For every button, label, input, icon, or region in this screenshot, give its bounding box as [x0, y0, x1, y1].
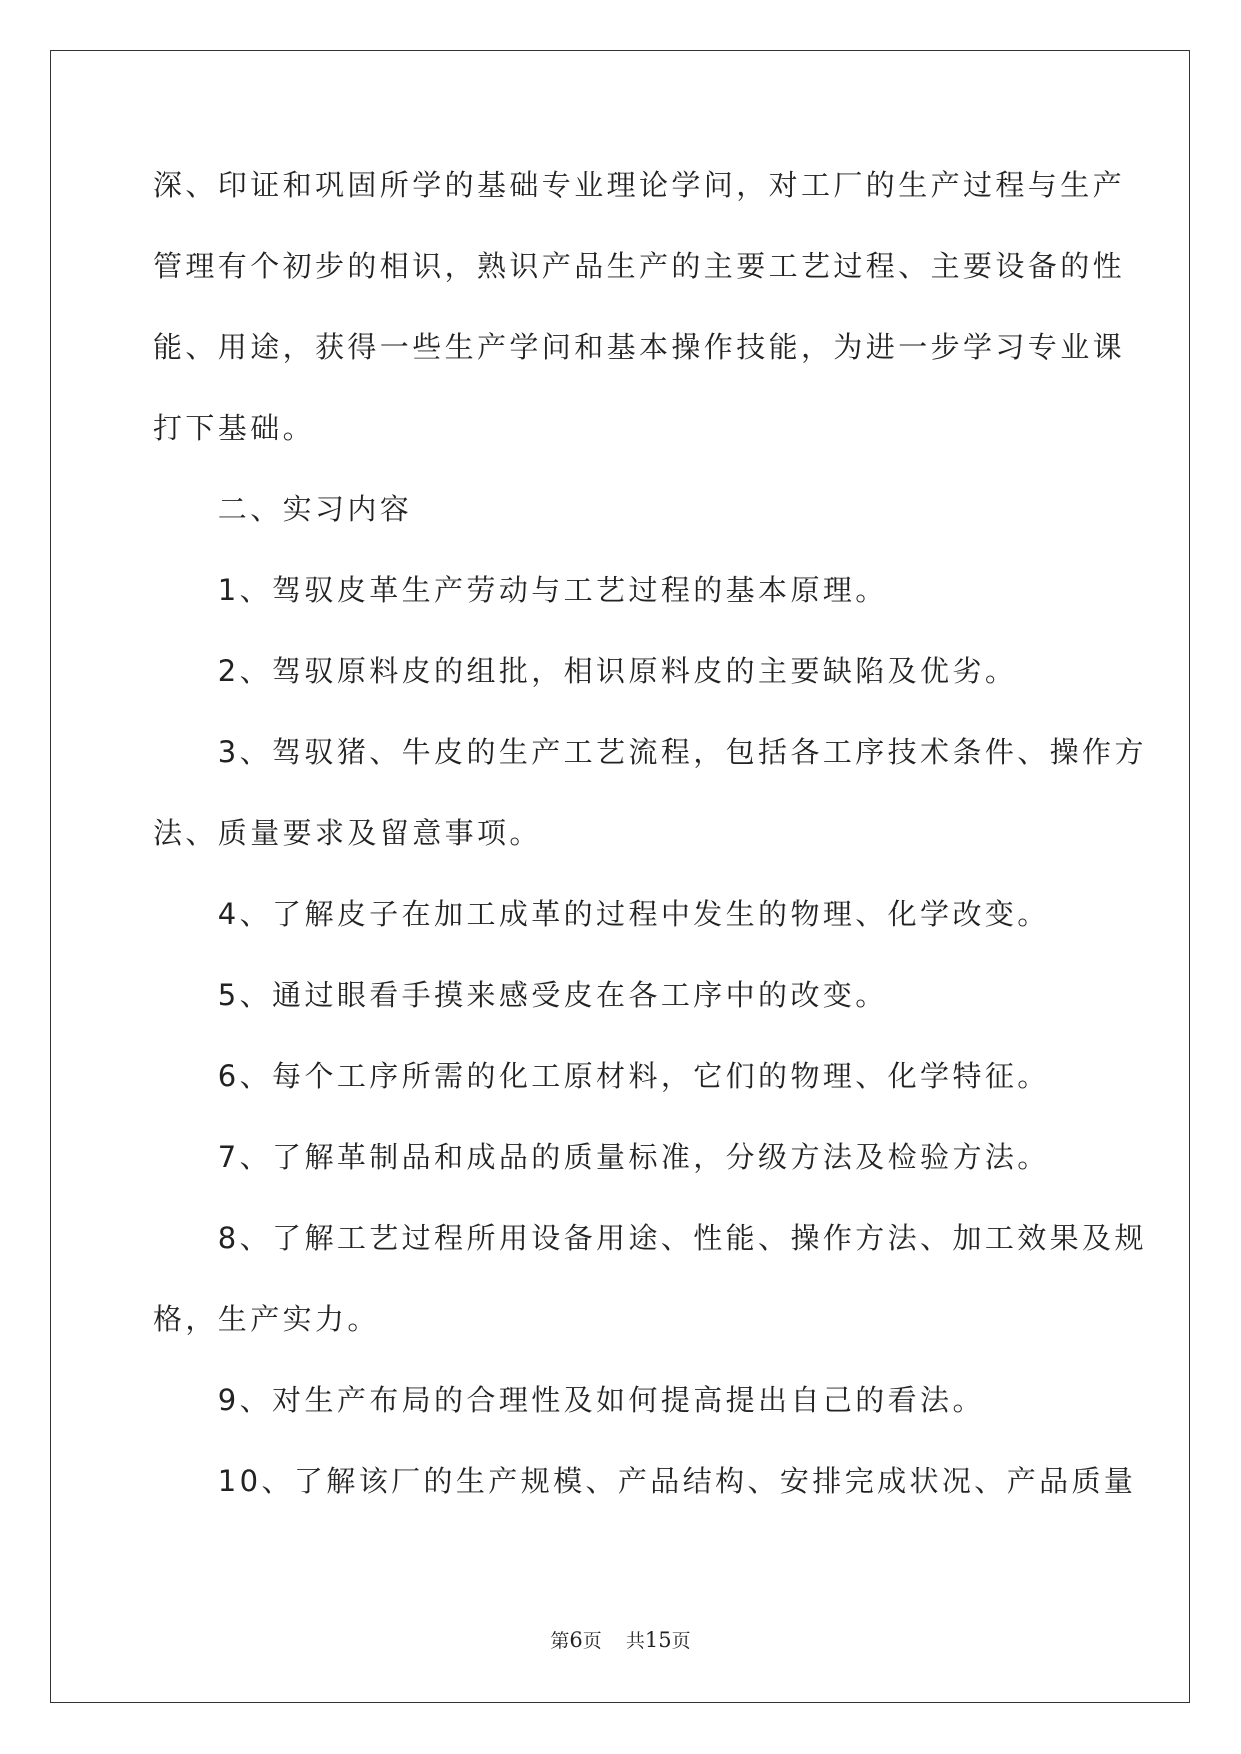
section-heading: 二、实习内容 — [153, 492, 413, 526]
list-item: 5、通过眼看手摸来感受皮在各工序中的改变。 — [153, 978, 888, 1012]
list-item: 4、了解皮子在加工成革的过程中发生的物理、化学改变。 — [153, 897, 1050, 931]
list-item: 8、了解工艺过程所用设备用途、性能、操作方法、加工效果及规 — [153, 1221, 1147, 1255]
page-footer — [0, 1628, 1241, 1653]
text-line: 深、印证和巩固所学的基础专业理论学问，对工厂的生产过程与生产 — [153, 168, 1126, 202]
list-item: 9、对生产布局的合理性及如何提高提出自己的看法。 — [153, 1383, 985, 1417]
document-body — [153, 165, 1147, 1542]
total-suffix: 页 — [671, 1630, 691, 1652]
list-item: 6、每个工序所需的化工原材料，它们的物理、化学特征。 — [153, 1059, 1050, 1093]
list-item: 2、驾驭原料皮的组批，相识原料皮的主要缺陷及优劣。 — [153, 654, 1018, 688]
text-line: 管理有个初步的相识，熟识产品生产的主要工艺过程、主要设备的性 — [153, 249, 1126, 283]
list-item: 7、了解革制品和成品的质量标准，分级方法及检验方法。 — [153, 1140, 1050, 1174]
page-prefix: 第 — [550, 1630, 570, 1652]
list-item-continuation: 法、质量要求及留意事项。 — [153, 816, 542, 850]
list-item: 3、驾驭猪、牛皮的生产工艺流程，包括各工序技术条件、操作方 — [153, 735, 1147, 769]
text-line: 能、用途，获得一些生产学问和基本操作技能，为进一步学习专业课 — [153, 330, 1126, 364]
page-suffix: 页 — [582, 1630, 602, 1652]
list-item: 10、了解该厂的生产规模、产品结构、安排完成状况、产品质量 — [153, 1464, 1137, 1498]
total-prefix: 共 — [625, 1630, 645, 1652]
current-page-number: 6 — [569, 1628, 583, 1652]
list-item: 1、驾驭皮革生产劳动与工艺过程的基本原理。 — [153, 573, 888, 607]
list-item-continuation: 格，生产实力。 — [153, 1302, 380, 1336]
total-pages-number: 15 — [644, 1628, 672, 1652]
text-line: 打下基础。 — [153, 411, 316, 445]
